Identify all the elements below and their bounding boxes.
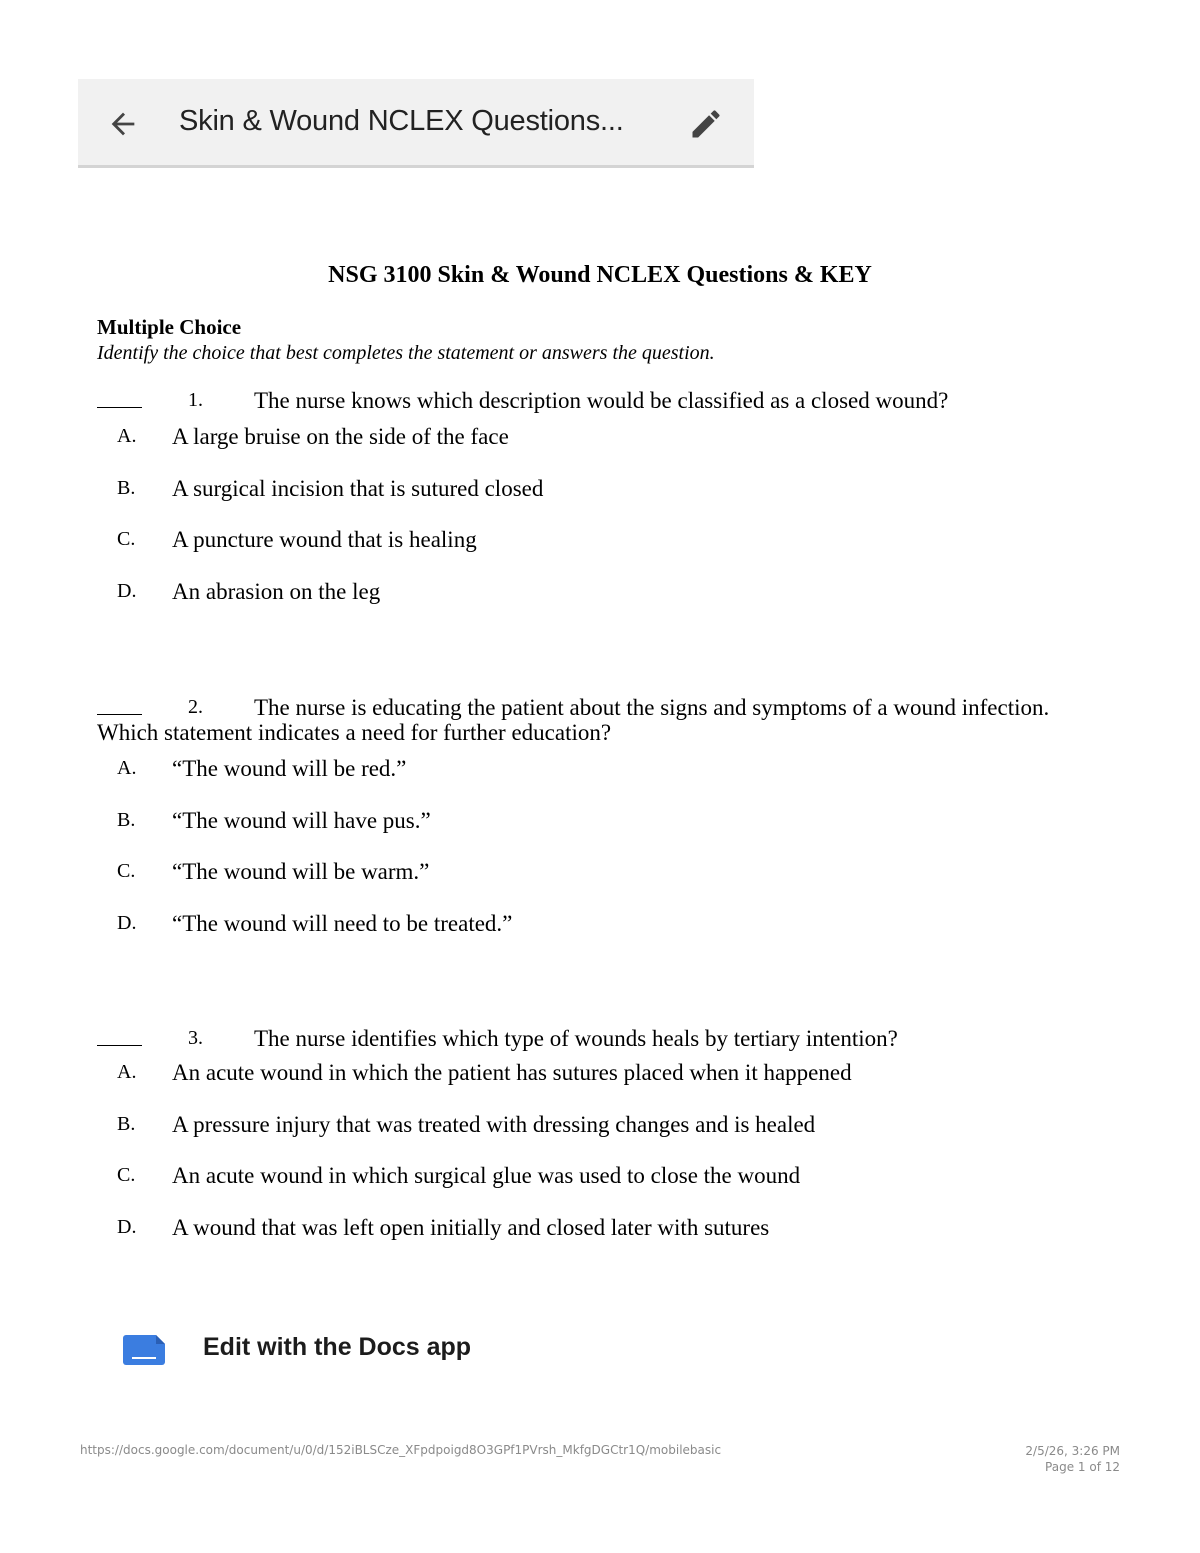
- option-b: [97, 1109, 1057, 1161]
- footer-datetime: 2/5/26, 3:26 PM: [1025, 1444, 1120, 1458]
- option-letter: C.: [117, 528, 136, 550]
- edit-button[interactable]: [688, 106, 724, 142]
- question-1: [97, 388, 1057, 627]
- edit-with-docs-app-link[interactable]: [123, 1333, 523, 1365]
- question-text: The nurse is educating the patient about the signs and symptoms of a wound infection. Which statement indicates a need for further education?: [97, 695, 1050, 745]
- option-b: [97, 805, 1057, 857]
- question-2: [97, 695, 1057, 959]
- question-number: 1.: [188, 389, 203, 411]
- option-letter: C.: [117, 1164, 136, 1186]
- answer-blank: [97, 1026, 142, 1046]
- question-header: [97, 695, 1057, 745]
- document-heading: NSG 3100 Skin & Wound NCLEX Questions & KEY: [328, 262, 872, 288]
- option-text: A surgical incision that is sutured closed: [172, 475, 544, 501]
- option-a: [97, 421, 1057, 473]
- arrow-left-icon: [106, 107, 140, 141]
- option-text: A puncture wound that is healing: [172, 527, 477, 552]
- question-3: [97, 1026, 1057, 1263]
- question-number: 3.: [188, 1027, 203, 1049]
- option-letter: D.: [117, 911, 137, 934]
- section-title: Multiple Choice: [97, 315, 242, 339]
- instructions-text: Identify the choice that best completes the statement or answers the question.: [97, 342, 715, 364]
- option-letter: B.: [117, 1112, 136, 1135]
- footer-page-number: Page 1 of 12: [1045, 1460, 1120, 1474]
- option-d: [97, 576, 1057, 628]
- footer-url: https://docs.google.com/document/u/0/d/152iBLSCze_XFpdpoigd8O3GPf1PVrsh_MkfgDGCtr1Q/mobilebasic: [80, 1443, 722, 1457]
- option-letter: C.: [117, 860, 136, 882]
- question-number: 2.: [188, 696, 203, 718]
- option-letter: D.: [117, 579, 137, 602]
- option-c: [97, 1160, 1057, 1212]
- option-text: An acute wound in which surgical glue was used to close the wound: [172, 1163, 801, 1188]
- option-c: [97, 856, 1057, 908]
- question-text: The nurse identifies which type of wounds heals by tertiary intention?: [254, 1026, 898, 1051]
- option-text: “The wound will have pus.”: [172, 807, 431, 833]
- google-docs-icon: [123, 1335, 165, 1365]
- option-d: [97, 1212, 1057, 1264]
- app-bar: [78, 79, 754, 168]
- option-b: [97, 473, 1057, 525]
- answer-blank: [97, 388, 142, 408]
- option-a: [97, 1057, 1057, 1109]
- option-text: “The wound will be warm.”: [172, 859, 430, 884]
- option-letter: A.: [117, 425, 137, 447]
- document-title: Skin & Wound NCLEX Questions...: [179, 105, 624, 137]
- option-letter: A.: [117, 757, 137, 779]
- promo-label: Edit with the Docs app: [203, 1333, 472, 1361]
- option-a: [97, 753, 1057, 805]
- question-header: [97, 1026, 1057, 1051]
- answer-blank: [97, 695, 142, 715]
- question-header: [97, 388, 1057, 413]
- back-button[interactable]: [106, 107, 140, 141]
- option-c: [97, 524, 1057, 576]
- pencil-icon: [688, 106, 724, 142]
- option-text: “The wound will be red.”: [172, 756, 407, 781]
- footer-info: [1025, 1443, 1120, 1475]
- option-text: A large bruise on the side of the face: [172, 424, 509, 449]
- option-text: A pressure injury that was treated with dressing changes and is healed: [172, 1111, 816, 1137]
- option-text: “The wound will need to be treated.”: [172, 910, 513, 936]
- option-letter: A.: [117, 1061, 137, 1083]
- question-text: The nurse knows which description would be classified as a closed wound?: [254, 388, 949, 413]
- option-text: An abrasion on the leg: [172, 578, 381, 604]
- option-letter: D.: [117, 1215, 137, 1238]
- option-d: [97, 908, 1057, 960]
- option-letter: B.: [117, 476, 136, 499]
- option-text: A wound that was left open initially and closed later with sutures: [172, 1214, 770, 1240]
- option-text: An acute wound in which the patient has sutures placed when it happened: [172, 1060, 852, 1085]
- option-letter: B.: [117, 808, 136, 831]
